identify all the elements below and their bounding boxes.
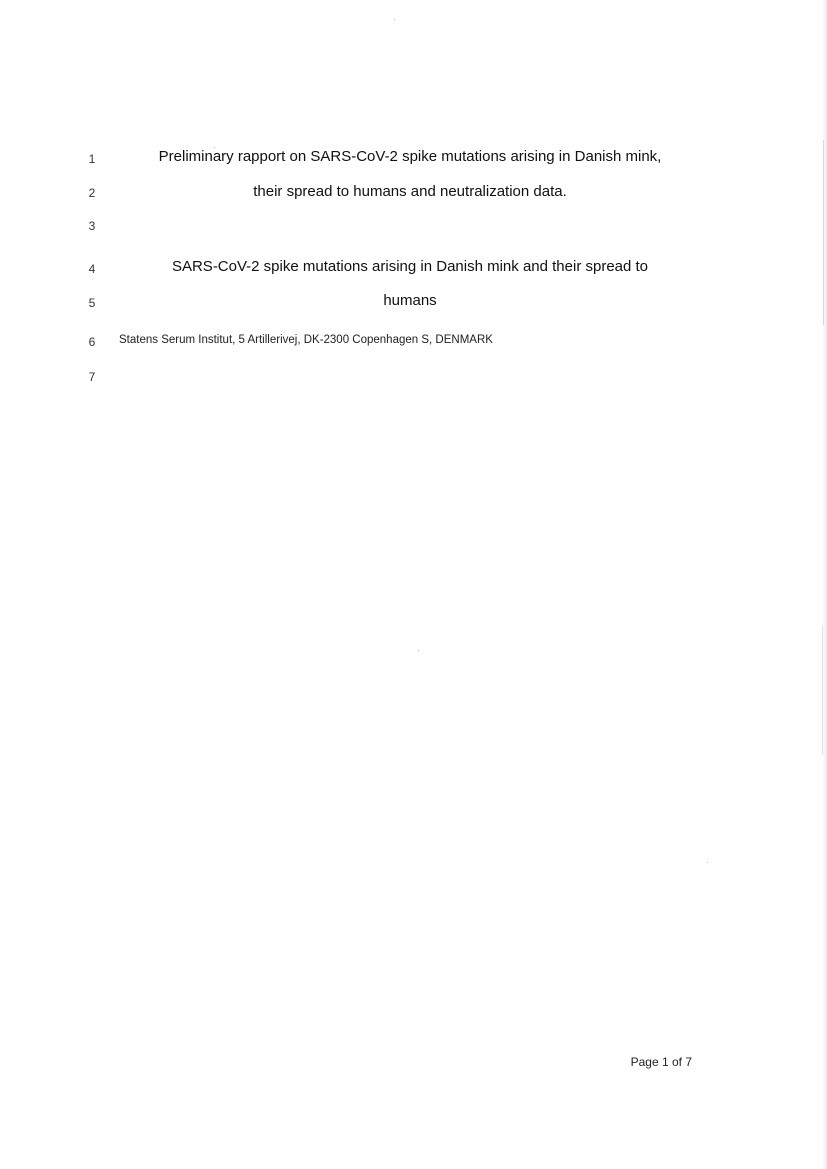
main-title-line-1: Preliminary rapport on SARS-CoV-2 spike mutations arising in Danish mink, (158, 148, 662, 165)
line-number: 1 (88, 152, 96, 166)
page-number: Page 1 of 7 (630, 1055, 692, 1069)
line-number: 6 (88, 335, 96, 349)
subtitle-line-2: humans (383, 292, 437, 309)
scan-artifact-line (823, 140, 824, 325)
affiliation: Statens Serum Institut, 5 Artillerivej, DK-2300 Copenhagen S, DENMARK (119, 334, 493, 346)
subtitle-line-1: SARS-CoV-2 spike mutations arising in Danish mink and their spread to (171, 258, 649, 275)
scan-artifact-line (822, 625, 823, 755)
main-title-line-2: their spread to humans and neutralization data. (253, 183, 567, 200)
line-number: 2 (88, 186, 96, 200)
scan-speck (394, 19, 395, 20)
line-number: 5 (88, 296, 96, 310)
line-number: 4 (88, 262, 96, 276)
line-number: 3 (88, 219, 96, 233)
scan-speck (707, 862, 708, 863)
line-number: 7 (88, 370, 96, 384)
scan-speck (418, 650, 419, 651)
